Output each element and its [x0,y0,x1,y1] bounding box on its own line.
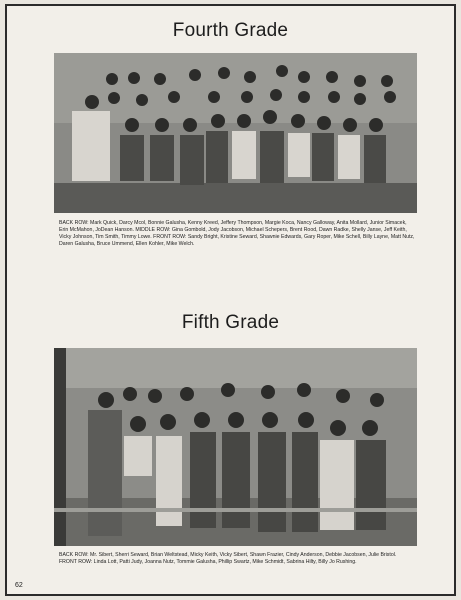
photo-caption: BACK ROW: Mr. Sibert, Sherri Seward, Brian Weltstead, Micky Keith, Vicky Sibert, Shawn Frazier, Cindy Anderson, Debbie Jacobsen, Julie Bristol. FRONT ROW: Linda Lott, Patti Judy, Joanna Nutz, Tommie Galusha, Phillip Swartz, Mike Schmidt, Sabrina Hilty, Billy Jo Rushing. [59,552,397,565]
page-number: 62 [15,582,23,589]
photo-caption: BACK ROW: Mark Quick, Darcy Mcol, Bonnie Galusha, Kenny Kreed, Jeffery Thompson, Margie Koca, Nancy Galloway, Anita Mollard, Junior Simacek, Erin McMahon, JoDean Hanson. MIDDLE ROW: Gina Gombold, Jody Jacobson, Michael Schepers, Brent Rood, Dawn Radke, Shelly Janse, Jeff Keith, Vicky Johnson, Tim Smith, Timmy Lowe. FRONT ROW: Sandy Bright, Kristine Seward, Shawnie Edwards, Gary Roper, Mike Schell, Billy Layne, Matt Nutz, Daren Galusha, Bruce Ummend, Ellen Kohler, Mike Welch. [59,220,415,247]
yearbook-page [5,4,456,596]
section-title: Fifth Grade [181,312,280,333]
section-title: Fourth Grade [172,20,289,41]
class-photo [54,348,417,546]
fifth-grade-photo-image [54,348,417,546]
class-photo [54,53,417,213]
fourth-grade-photo-image [54,53,417,213]
